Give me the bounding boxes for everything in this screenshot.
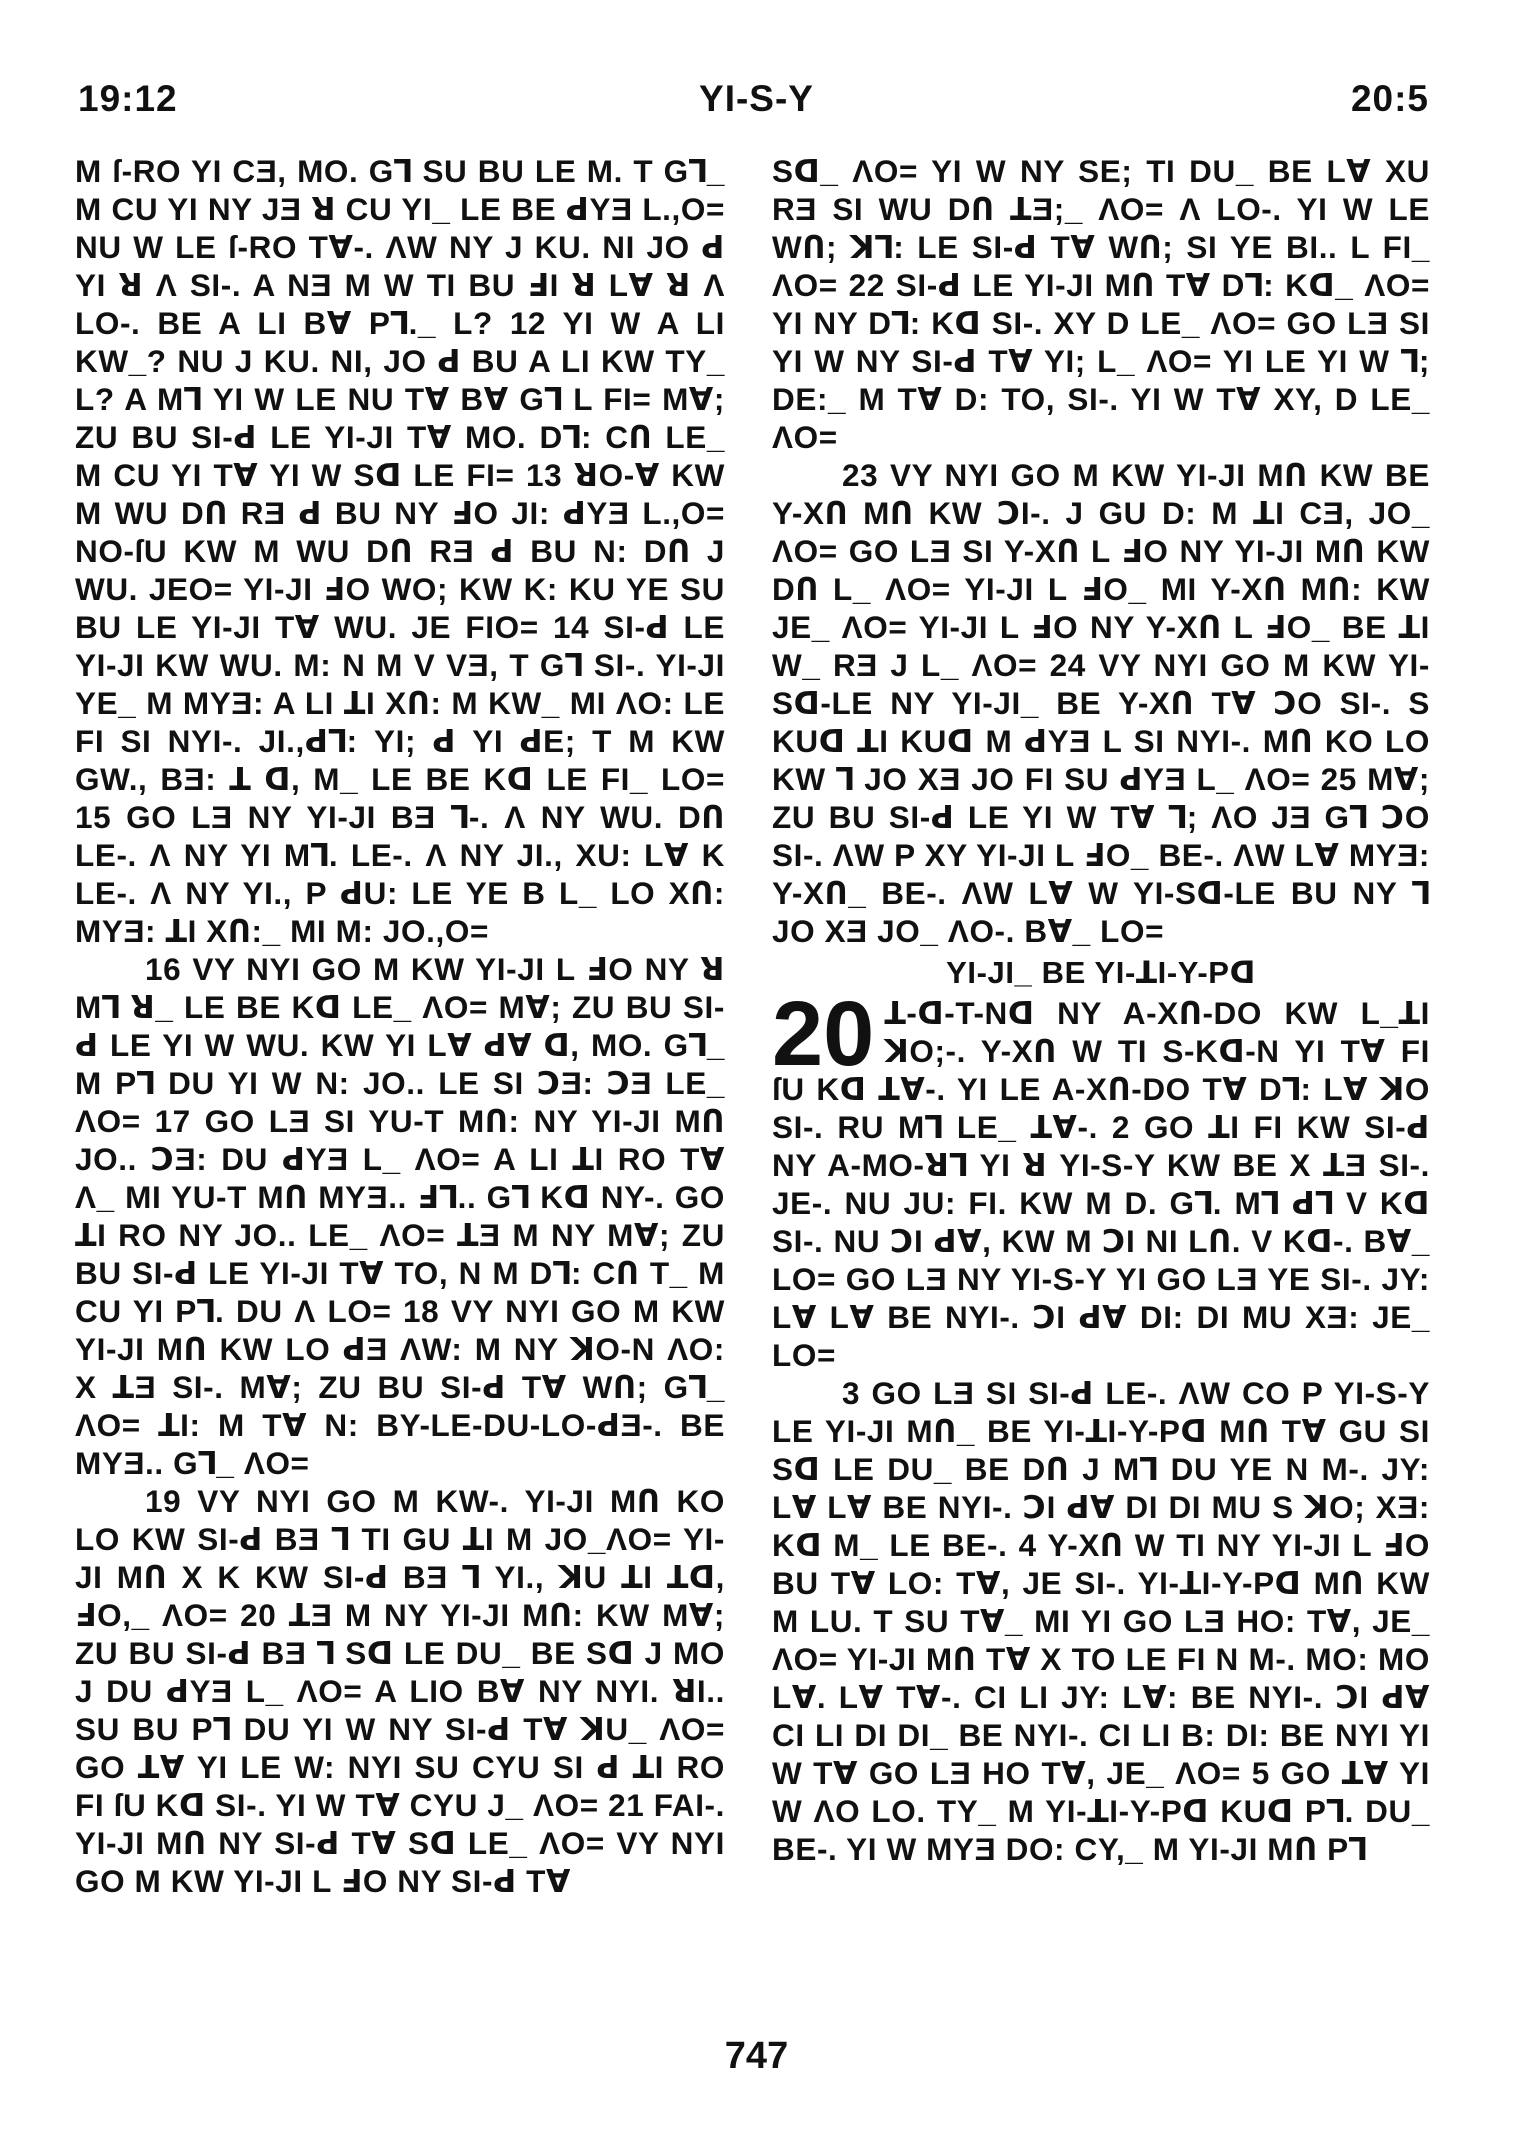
left-text-column	[75, 152, 725, 1987]
paragraph-verses-3-5: 3 GO LƎ SI SI-ꓒ LE-. ɅW CO P YI-S-Y LE YI-JI MՈ_ BE YI-ꓕI-Y-Pꓷ MՈ TⱯ GU SI Sꓷ LE DU_ BE DՈ J Mꓶ DU YE N M-. JY: LⱯ LⱯ BE NYI-. ꓛI ꓒⱯ DI DI MU S ꓘO; XƎ: Kꓷ M_ LE BE-. 4 Y-XՈ W TI NY YI-JI L ꓞO BU TⱯ LO: TⱯ, JE SI-. YI-ꓕI-Y-Pꓷ MՈ KW M LU. T SU TⱯ_ MI YI GO LƎ HO: TⱯ, JE_ ɅO= YI-JI MՈ TⱯ X TO LE FI N M-. MO: MO LⱯ. LⱯ TⱯ-. CI LI JY: LⱯ: BE NYI-. ꓛI ꓒⱯ CI LI DI DI_ BE NYI-. CI LI B: DI: BE NYI YI W TⱯ GO LƎ HO TⱯ, JE_ ɅO= 5 GO ꓕⱯ YI W ɅO LO. TY_ M YI-ꓕI-Y-Pꓷ KUꓷ Pꓶ. DU_ BE-. YI W MYƎ DO: CY,_ M YI-JI MՈ Pꓶ	[772, 1375, 1430, 1867]
page-number: 747	[724, 2035, 789, 2077]
header-reference-start: 19:12	[78, 78, 178, 119]
paragraph-verses-16-18: 16 VY NYI GO M KW YI-JI L ꓞO NY ꓤ Mꓶ ꓤ_ LE BE Kꓷ LE_ ɅO= MⱯ; ZU BU SI-ꓒ LE YI W WU. KW YI LⱯ ꓒⱯ ꓷ, MO. Gꓶ_ M Pꓶ DU YI W N: JO.. LE SI ꓛƎ: ꓛƎ LE_ ɅO= 17 GO LƎ SI YU-T MՈ: NY YI-JI MՈ JO.. ꓛƎ: DU ꓒYƎ L_ ɅO= A LI ꓕI RO TⱯ Ʌ_ MI YU-T MՈ MYƎ.. ꓞꓶ.. Gꓶ Kꓷ NY-. GO ꓕI RO NY JO.. LE_ ɅO= ꓕƎ M NY MⱯ; ZU BU SI-ꓒ LE YI-JI TⱯ TO, N M Dꓶ: CՈ T_ M CU YI Pꓶ. DU Ʌ LO= 18 VY NYI GO M KW YI-JI MՈ KW LO ꓒƎ ɅW: M NY ꓘO-N ɅO: X ꓕƎ SI-. MⱯ; ZU BU SI-ꓒ TⱯ WՈ; Gꓶ_ ɅO= ꓕI: M TⱯ N: BY-LE-DU-LO-ꓒƎ-. BE MYƎ.. Gꓶ_ ɅO=	[75, 951, 725, 1481]
chapter-opening-text: ꓕ-ꓷ-T-Nꓷ NY A-XՈ-DO KW L_ꓕI ꓘO;-. Y-XՈ W TI S-Kꓷ-N YI TⱯ FI ſU Kꓷ ꓕⱯ-. YI LE A-XՈ-DO TⱯ Dꓶ: LⱯ ꓘO SI-. RU Mꓶ LE_ ꓕⱯ-. 2 GO ꓕI FI KW SI-ꓒ NY A-MO-ꓤꓶ YI ꓤ YI-S-Y KW BE X ꓕƎ SI-. JE-. NU JU: FI. KW M D. Gꓶ. Mꓶ ꓒꓶ V Kꓷ SI-. NU ꓛI ꓒⱯ, KW M ꓛI NI LՈ. V Kꓷ-. BⱯ_ LO= GO LƎ NY YI-S-Y YI GO LƎ YE SI-. JY: LⱯ LⱯ BE NYI-. ꓛI ꓒⱯ DI: DI MU XƎ: JE_ LO=	[772, 995, 1430, 1373]
header-book-title: YI-S-Y	[699, 78, 814, 119]
paragraph-verses-23-25: 23 VY NYI GO M KW YI-JI MՈ KW BE Y-XՈ MՈ KW ꓛI-. J GU D: M ꓕI CƎ, JO_ ɅO= GO LƎ SI Y-XՈ L ꓞO NY YI-JI MՈ KW DՈ L_ ɅO= YI-JI L ꓞO_ MI Y-XՈ MՈ: KW JE_ ɅO= YI-JI L ꓞO NY Y-XՈ L ꓞO_ BE ꓕI W_ RƎ J L_ ɅO= 24 VY NYI GO M KW YI-Sꓷ-LE NY YI-JI_ BE Y-XՈ TⱯ ꓛO SI-. S KUꓷ ꓕI KUꓷ M ꓒYƎ L SI NYI-. MՈ KO LO KW ꓶ JO XƎ JO FI SU ꓒYƎ L_ ɅO= 25 MⱯ; ZU BU SI-ꓒ LE YI W TⱯ ꓶ; ɅO JƎ Gꓶ ꓛO SI-. ɅW P XY YI-JI L ꓞO_ BE-. ɅW LⱯ MYƎ: Y-XՈ_ BE-. ɅW LⱯ W YI-Sꓷ-LE BU NY ꓶ JO XƎ JO_ ɅO-. BⱯ_ LO=	[772, 457, 1430, 949]
header-reference-end: 20:5	[1350, 78, 1429, 119]
paragraph-verses-21-22-cont: Sꓷ_ ɅO= YI W NY SE; TI DU_ BE LⱯ XU RƎ SI WU DՈ ꓕƎ;_ ɅO= Ʌ LO-. YI W LE WՈ; ꓘꓶ: LE SI-ꓒ TⱯ WՈ; SI YE BI.. L FI_ ɅO= 22 SI-ꓒ LE YI-JI MՈ TⱯ Dꓶ: Kꓷ_ ɅO= YI NY Dꓶ: Kꓷ SI-. XY D LE_ ɅO= GO LƎ SI YI W NY SI-ꓒ TⱯ YI; L_ ɅO= YI LE YI W ꓶ; DE:_ M TⱯ D: TO, SI-. YI W TⱯ XY, D LE_ ɅO=	[772, 153, 1430, 455]
paragraph-verses-19-22: 19 VY NYI GO M KW-. YI-JI MՈ KO LO KW SI-ꓒ BƎ ꓶ TI GU ꓕI M JO_ɅO= YI-JI MՈ X K KW SI-ꓒ BƎ ꓶ YI., ꓘU ꓕI ꓕꓷ, ꓞO,_ ɅO= 20 ꓕƎ M NY YI-JI MՈ: KW MⱯ; ZU BU SI-ꓒ BƎ ꓶ Sꓷ LE DU_ BE Sꓷ J MO J DU ꓒYƎ L_ ɅO= A LIO BⱯ NY NYI. ꓤI.. SU BU Pꓶ DU YI W NY SI-ꓒ TⱯ ꓘU_ ɅO= GO ꓕⱯ YI LE W: NYI SU CYU SI ꓒ ꓕI RO FI ſU Kꓷ SI-. YI W TⱯ CYU J_ ɅO= 21 FAI-. YI-JI MՈ NY SI-ꓒ TⱯ Sꓷ LE_ ɅO= VY NYI GO M KW YI-JI L ꓞO NY SI-ꓒ TⱯ	[75, 1483, 725, 1899]
chapter-number: 20	[772, 983, 875, 1085]
paragraph-verses-12-15: M ſ-RO YI CƎ, MO. Gꓶ SU BU LE M. T Gꓶ_ M CU YI NY JƎ ꓤ CU YI_ LE BE ꓒYƎ L.,O= NU W LE ſ-RO TⱯ-. ɅW NY J KU. NI JO ꓒ YI ꓤ Ʌ SI-. A NƎ M W TI BU ꓞI ꓤ LⱯ ꓤ Ʌ LO-. BE A LI BⱯ Pꓶ._ L? 12 YI W A LI KW_? NU J KU. NI, JO ꓒ BU A LI KW TY_ L? A Mꓶ YI W LE NU TⱯ BⱯ Gꓶ L FI= MⱯ; ZU BU SI-ꓒ LE YI-JI TⱯ MO. Dꓶ: CՈ LE_ M CU YI TⱯ YI W Sꓷ LE FI= 13 ꓤO-Ɐ KW M WU DՈ RƎ ꓒ BU NY ꓞO JI: ꓒYƎ L.,O= NO-ſU KW M WU DՈ RƎ ꓒ BU N: DՈ J WU. JEO= YI-JI ꓞO WO; KW K: KU YE SU BU LE YI-JI TⱯ WU. JE FIO= 14 SI-ꓒ LE YI-JI KW WU. M: N M V VƎ, T Gꓶ SI-. YI-JI YE_ M MYƎ: A LI ꓕI XՈ: M KW_ MI ɅO: LE FI SI NYI-. JI.,ꓒꓶ: YI; ꓒ YI ꓒE; T M KW GW., BƎ: ꓕ ꓷ, M_ LE BE Kꓷ LE FI_ LO= 15 GO LƎ NY YI-JI BƎ ꓶ-. Ʌ NY WU. DՈ LE-. Ʌ NY YI Mꓶ. LE-. Ʌ NY JI., XU: LⱯ K LE-. Ʌ NY YI., P ꓒU: LE YE B L_ LO XՈ: MYƎ: ꓕI XՈ:_ MI M: JO.,O=	[75, 153, 725, 949]
paragraph-chapter-20-verses-1-2	[772, 983, 1430, 1374]
right-text-column	[772, 152, 1430, 1987]
section-heading: YI-JI_ BE YI-ꓕI-Y-Pꓷ	[946, 955, 1256, 990]
